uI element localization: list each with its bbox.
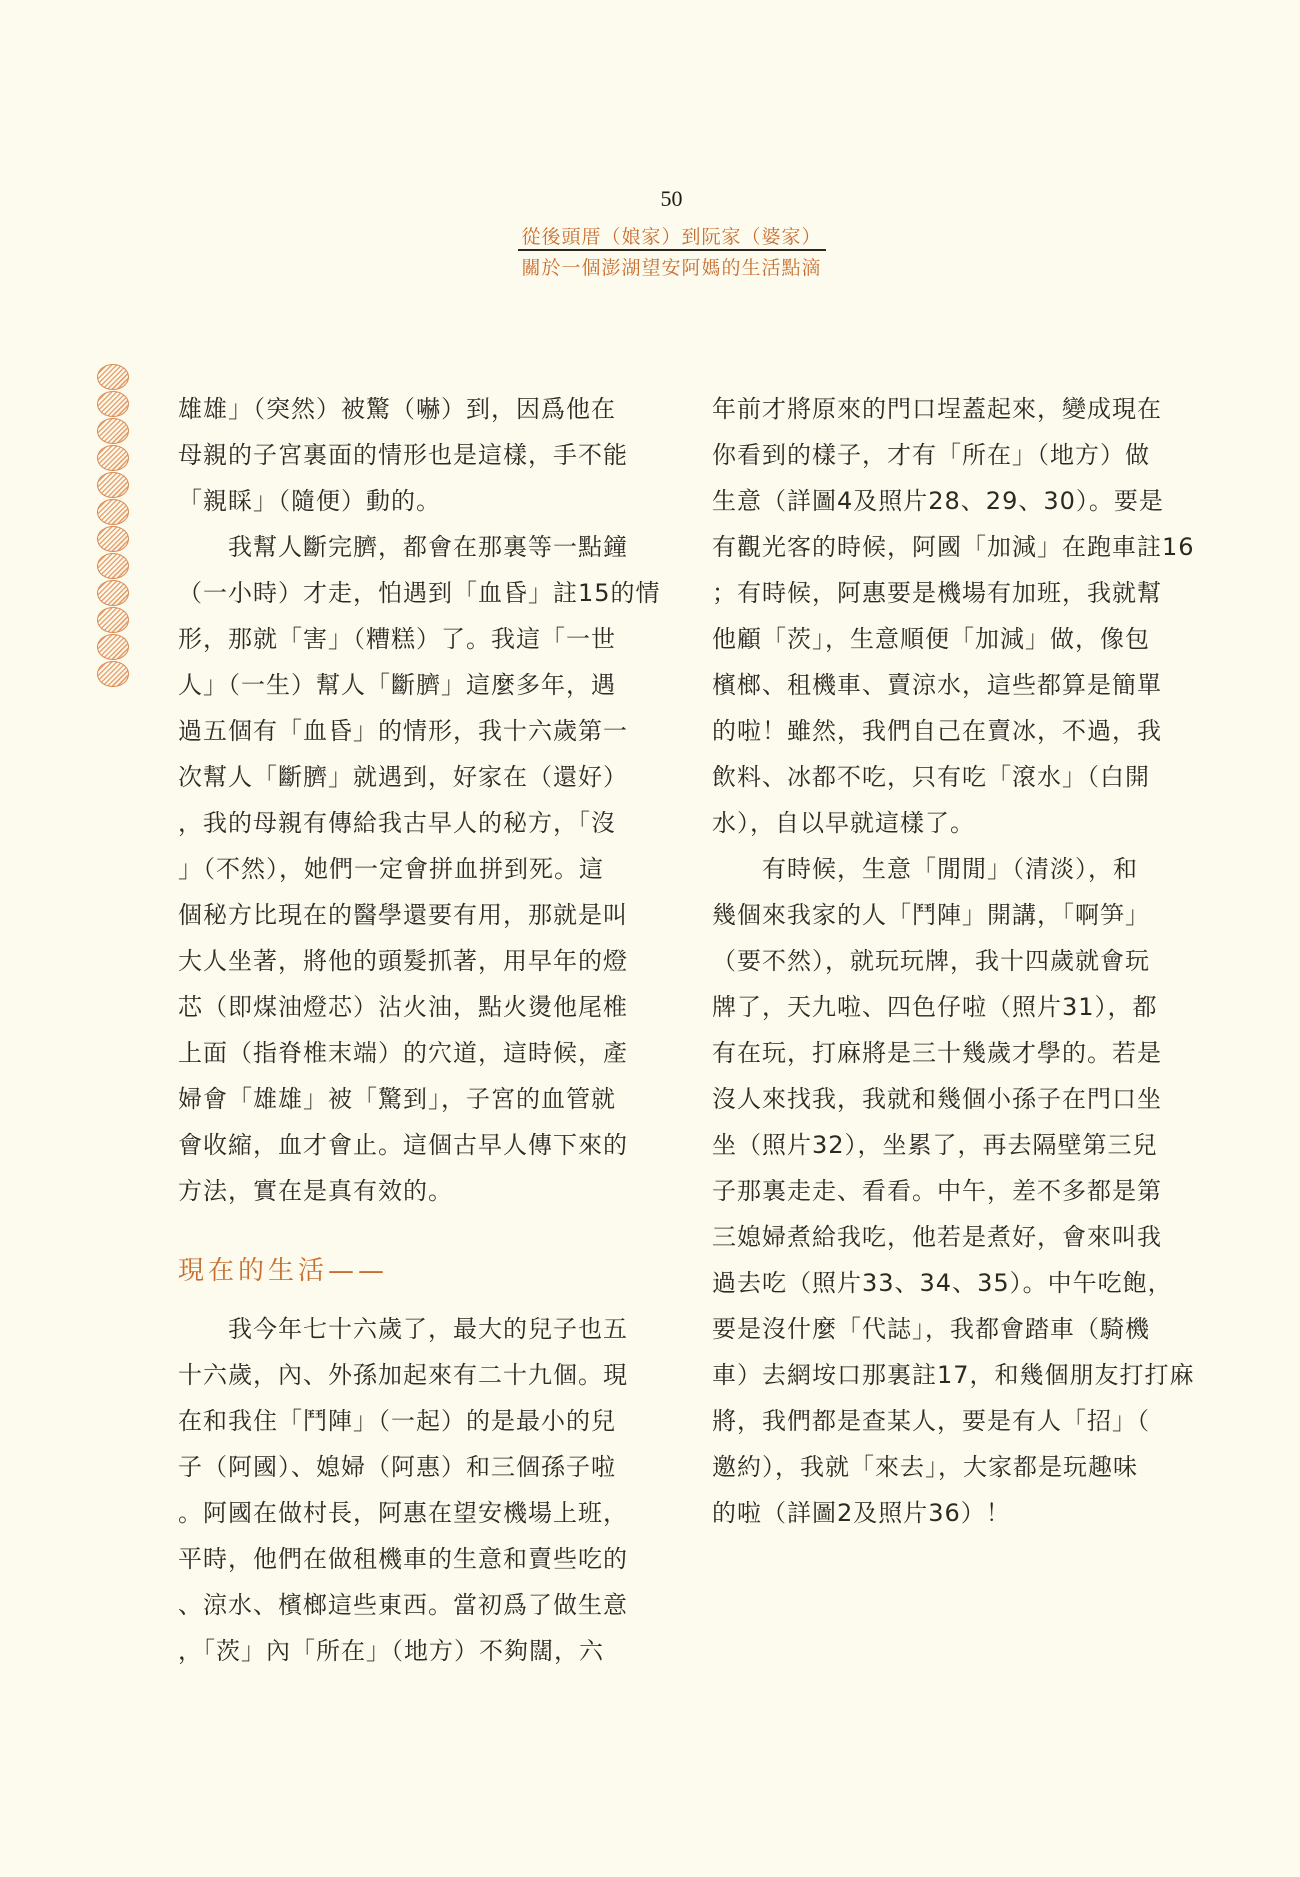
right-column-body bbox=[712, 386, 1195, 1536]
text-line: 飲料、冰都不吃，只有吃「滾水」（白開 bbox=[712, 763, 1150, 791]
text-line: 車）去網垵口那裏註17，和幾個朋友打打麻 bbox=[712, 1361, 1195, 1389]
text-line: 的啦！雖然，我們自己在賣冰，不過，我 bbox=[712, 717, 1162, 745]
text-line: 上面（指脊椎末端）的穴道，這時候，產 bbox=[178, 1039, 628, 1067]
text-line: 、涼水、檳榔這些東西。當初爲了做生意 bbox=[178, 1591, 628, 1619]
text-line: 大人坐著，將他的頭髮抓著，用早年的燈 bbox=[178, 947, 628, 975]
text-line: 子那裏走走、看看。中午，差不多都是第 bbox=[712, 1177, 1162, 1205]
text-line: 子（阿國）、媳婦（阿惠）和三個孫子啦 bbox=[178, 1453, 616, 1481]
side-ornament bbox=[97, 364, 131, 688]
text-line: ，「茨」內「所在」（地方）不夠闊，六 bbox=[178, 1637, 604, 1665]
text-line: 。阿國在做村長，阿惠在望安機場上班， bbox=[178, 1499, 628, 1527]
text-line: 邀約），我就「來去」，大家都是玩趣味 bbox=[712, 1453, 1138, 1481]
text-line: （一小時）才走，怕遇到「血昏」註15的情 bbox=[178, 579, 661, 607]
left-column-body bbox=[178, 386, 661, 1214]
text-line: 個秘方比現在的醫學還要有用，那就是叫 bbox=[178, 901, 628, 929]
text-line: 你看到的樣子，才有「所在」（地方）做 bbox=[712, 441, 1150, 469]
text-line: 年前才將原來的門口埕蓋起來，變成現在 bbox=[712, 395, 1162, 423]
ornament-bead bbox=[97, 634, 129, 660]
ornament-bead bbox=[97, 526, 129, 552]
text-line: 我今年七十六歲了，最大的兒子也五 bbox=[178, 1315, 628, 1343]
text-line: 形，那就「害」（糟糕）了。我這「一世 bbox=[178, 625, 616, 653]
text-line: 要是沒什麼「代誌」，我都會踏車（騎機 bbox=[712, 1315, 1150, 1343]
text-line: 三媳婦煮給我吃，他若是煮好，會來叫我 bbox=[712, 1223, 1162, 1251]
text-line: 次幫人「斷臍」就遇到，好家在（還好） bbox=[178, 763, 628, 791]
text-line: 母親的子宮裏面的情形也是這樣，手不能 bbox=[178, 441, 628, 469]
text-line: ；有時候，阿惠要是機場有加班，我就幫 bbox=[712, 579, 1162, 607]
ornament-bead bbox=[97, 364, 129, 390]
ornament-bead bbox=[97, 445, 129, 471]
text-line: 檳榔、租機車、賣涼水，這些都算是簡單 bbox=[712, 671, 1162, 699]
text-line: 過五個有「血昏」的情形，我十六歲第一 bbox=[178, 717, 628, 745]
text-line: （要不然），就玩玩牌，我十四歲就會玩 bbox=[712, 947, 1150, 975]
text-line: 的啦（詳圖2及照片36）！ bbox=[712, 1499, 1011, 1527]
text-line: 我幫人斷完臍，都會在那裏等一點鐘 bbox=[178, 533, 628, 561]
section-heading: 現在的生活—— bbox=[178, 1256, 389, 1286]
text-line: 有時候，生意「閒閒」（清淡），和 bbox=[712, 855, 1138, 883]
text-line: 平時，他們在做租機車的生意和賣些吃的 bbox=[178, 1545, 628, 1573]
ornament-bead bbox=[97, 418, 129, 444]
text-line: 過去吃（照片33、34、35）。中午吃飽， bbox=[712, 1269, 1173, 1297]
text-line: 幾個來我家的人「鬥陣」開講，「啊笋」 bbox=[712, 901, 1150, 929]
running-header-title: 從後頭厝（娘家）到阮家（婆家） bbox=[521, 226, 822, 248]
text-line: 坐（照片32），坐累了，再去隔壁第三兒 bbox=[712, 1131, 1158, 1159]
header-rule bbox=[518, 249, 826, 251]
ornament-bead bbox=[97, 607, 129, 633]
text-line: 婦會「雄雄」被「驚到」，子宮的血管就 bbox=[178, 1085, 616, 1113]
text-line: 十六歲，內、外孫加起來有二十九個。現 bbox=[178, 1361, 628, 1389]
ornament-bead bbox=[97, 580, 129, 606]
text-line: 他顧「茨」，生意順便「加減」做，像包 bbox=[712, 625, 1150, 653]
running-header-subtitle: 關於一個澎湖望安阿媽的生活點滴 bbox=[521, 257, 822, 279]
section-body bbox=[178, 1306, 628, 1674]
page-number: 50 bbox=[660, 186, 683, 211]
text-line: 芯（即煤油燈芯）沾火油，點火燙他尾椎 bbox=[178, 993, 628, 1021]
ornament-bead bbox=[97, 553, 129, 579]
text-line: 沒人來找我，我就和幾個小孫子在門口坐 bbox=[712, 1085, 1162, 1113]
text-line: 將，我們都是查某人，要是有人「招」（ bbox=[712, 1407, 1150, 1435]
ornament-bead bbox=[97, 472, 129, 498]
left-column bbox=[178, 386, 661, 1674]
text-line: 」（不然），她們一定會拼血拼到死。這 bbox=[178, 855, 604, 883]
ornament-bead bbox=[97, 391, 129, 417]
text-line: 「親睬」（隨便）動的。 bbox=[178, 487, 441, 515]
text-line: 雄雄」（突然）被驚（嚇）到，因爲他在 bbox=[178, 395, 616, 423]
text-line: 生意（詳圖4及照片28、29、30）。要是 bbox=[712, 487, 1164, 515]
text-line: 牌了，天九啦、四色仔啦（照片31），都 bbox=[712, 993, 1158, 1021]
text-line: 水），自以早就這樣了。 bbox=[712, 809, 975, 837]
text-line: ，我的母親有傳給我古早人的秘方，「沒 bbox=[178, 809, 616, 837]
text-line: 方法，實在是真有效的。 bbox=[178, 1177, 453, 1205]
text-line: 在和我住「鬥陣」（一起）的是最小的兒 bbox=[178, 1407, 616, 1435]
ornament-bead bbox=[97, 499, 129, 525]
right-column bbox=[712, 386, 1195, 1536]
text-line: 人」（一生）幫人「斷臍」這麼多年，遇 bbox=[178, 671, 616, 699]
text-line: 會收縮，血才會止。這個古早人傳下來的 bbox=[178, 1131, 628, 1159]
text-line: 有在玩，打麻將是三十幾歲才學的。若是 bbox=[712, 1039, 1162, 1067]
ornament-bead bbox=[97, 661, 129, 687]
text-line: 有觀光客的時候，阿國「加減」在跑車註16 bbox=[712, 533, 1195, 561]
